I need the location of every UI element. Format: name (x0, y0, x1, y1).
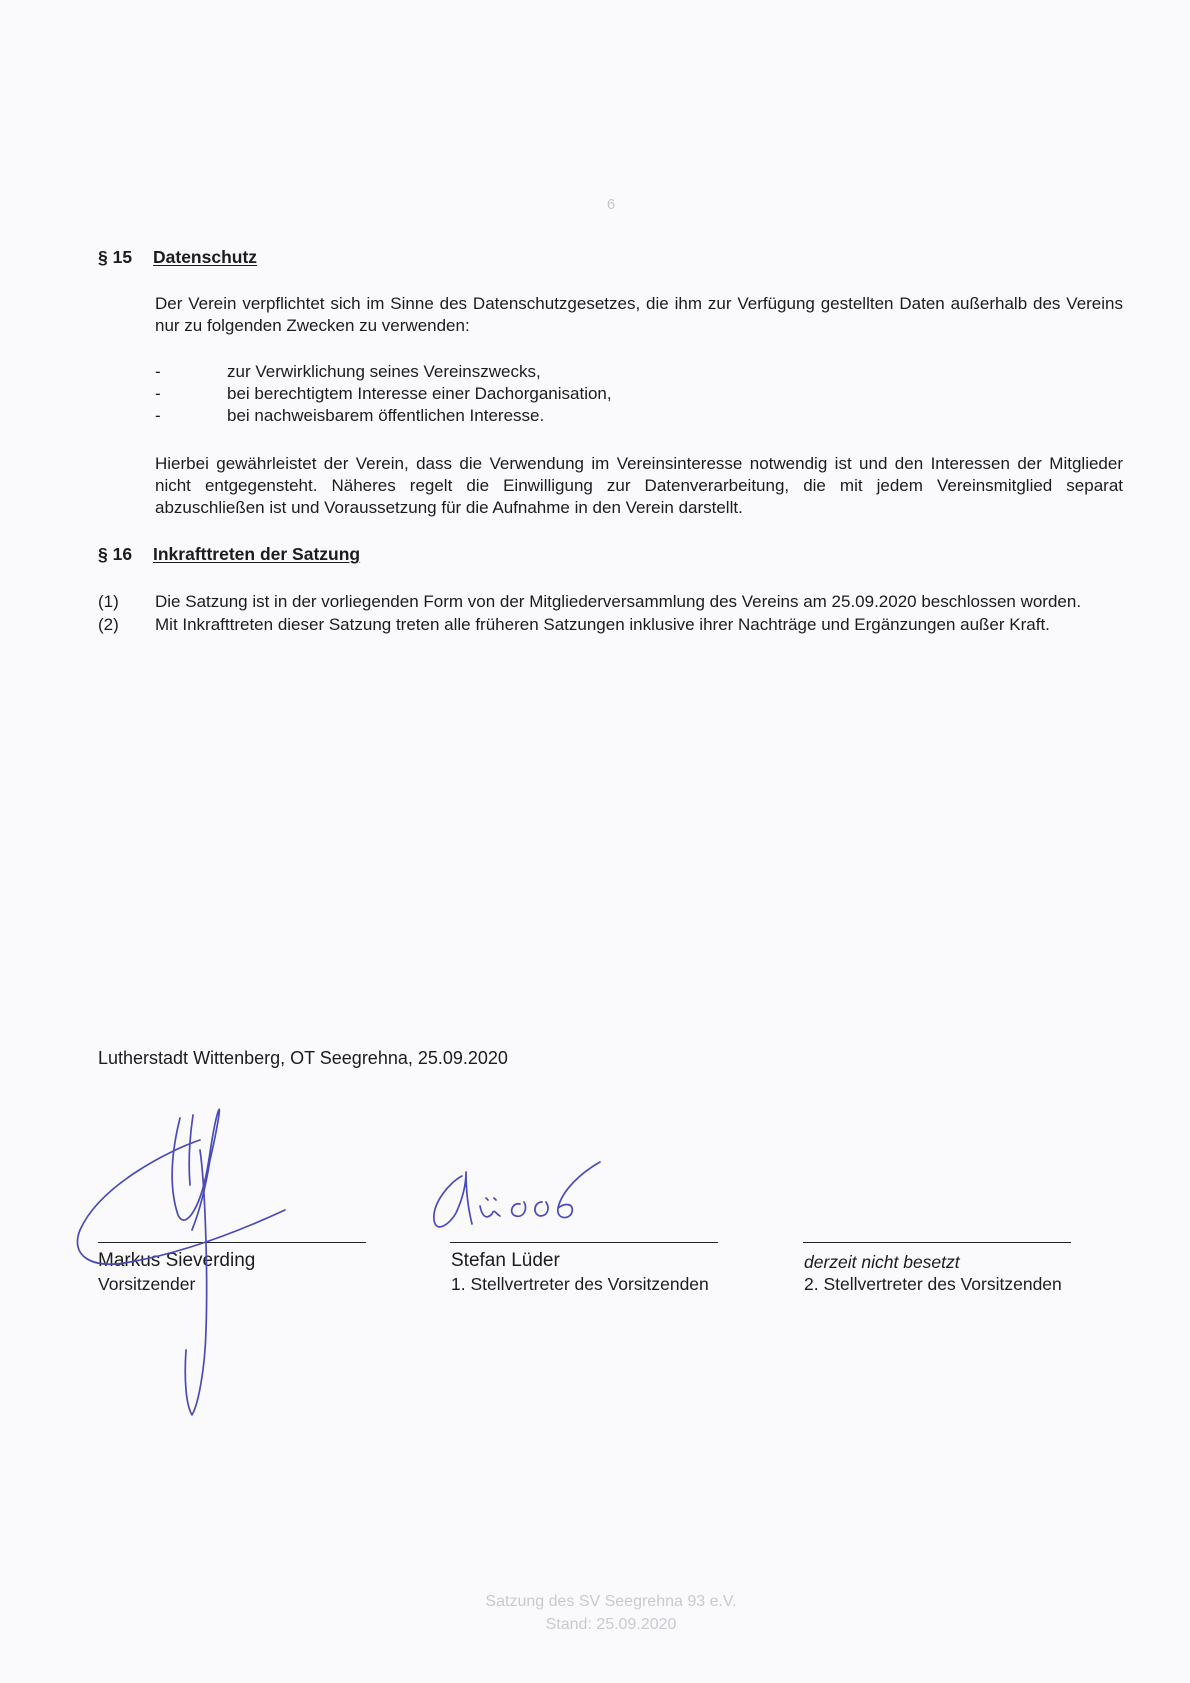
signatory-1-role: Vorsitzender (98, 1274, 196, 1294)
bullet-dash: - (155, 362, 161, 381)
section-15-title: Datenschutz (153, 247, 258, 267)
bullet-text: bei berechtigtem Interesse einer Dachorganisation, (227, 384, 612, 403)
list-item (155, 361, 1055, 383)
bullet-dash: - (155, 384, 161, 403)
item-text: Die Satzung ist in der vorliegenden Form von der Mitgliederversammlung des Vereins am 25.09.2020 beschlossen worden. (155, 592, 1082, 611)
bullet-dash: - (155, 406, 161, 425)
section-15-intro: Der Verein verpflichtet sich im Sinne des Datenschutzgesetzes, die ihm zur Verfügung gestellten Daten außerhalb des Vereins nur zu folgenden Zwecken zu verwenden: (155, 294, 1123, 335)
list-item (98, 591, 1123, 613)
bullet-text: bei nachweisbarem öffentlichen Interesse. (227, 406, 545, 425)
signatory-3-name: derzeit nicht besetzt (804, 1252, 960, 1272)
bullet-text: zur Verwirklichung seines Vereinszwecks, (227, 362, 541, 381)
section-15-number: § 15 (98, 247, 133, 267)
section-15-bullet-list (155, 361, 1055, 427)
list-item (155, 405, 1055, 427)
footer-date: Stand: 25.09.2020 (545, 1616, 677, 1633)
footer-title: Satzung des SV Seegrehna 93 e.V. (485, 1593, 737, 1610)
list-item (98, 614, 1123, 636)
section-15-closing: Hierbei gewährleistet der Verein, dass die Verwendung im Vereinsinteresse notwendig ist und den Interessen der Mitglieder nicht entgegensteht. Näheres regelt die Einwilligung zur Datenverarbeitung, die mit jedem Vereinsmitglied separat abzuschließen ist und Voraussetzung für die Aufnahme in den Verein darstellt. (155, 454, 1123, 517)
section-16-number: § 16 (98, 544, 133, 564)
page-footer (0, 1590, 1190, 1636)
section-16-list (98, 591, 1123, 637)
place-and-date: Lutherstadt Wittenberg, OT Seegrehna, 25.09.2020 (98, 1048, 508, 1068)
signatory-1-name: Markus Sieverding (98, 1250, 256, 1271)
section-15-heading (98, 247, 257, 268)
signatory-2-name: Stefan Lüder (451, 1250, 560, 1271)
item-number: (1) (98, 592, 119, 611)
signature-line-2 (450, 1242, 718, 1243)
item-number: (2) (98, 615, 119, 634)
signature-2-image (422, 1158, 622, 1238)
section-16-heading (98, 544, 360, 565)
signature-line-3 (803, 1242, 1071, 1243)
item-text: Mit Inkrafttreten dieser Satzung treten alle früheren Satzungen inklusive ihrer Nachträge und Ergänzungen außer Kraft. (155, 615, 1050, 634)
signature-line-1 (98, 1242, 366, 1243)
signatory-2-role: 1. Stellvertreter des Vorsitzenden (451, 1274, 709, 1294)
list-item (155, 383, 1055, 405)
section-16-title: Inkrafttreten der Satzung (153, 544, 361, 564)
page-number: 6 (606, 196, 616, 213)
signatory-3-role: 2. Stellvertreter des Vorsitzenden (804, 1274, 1062, 1294)
